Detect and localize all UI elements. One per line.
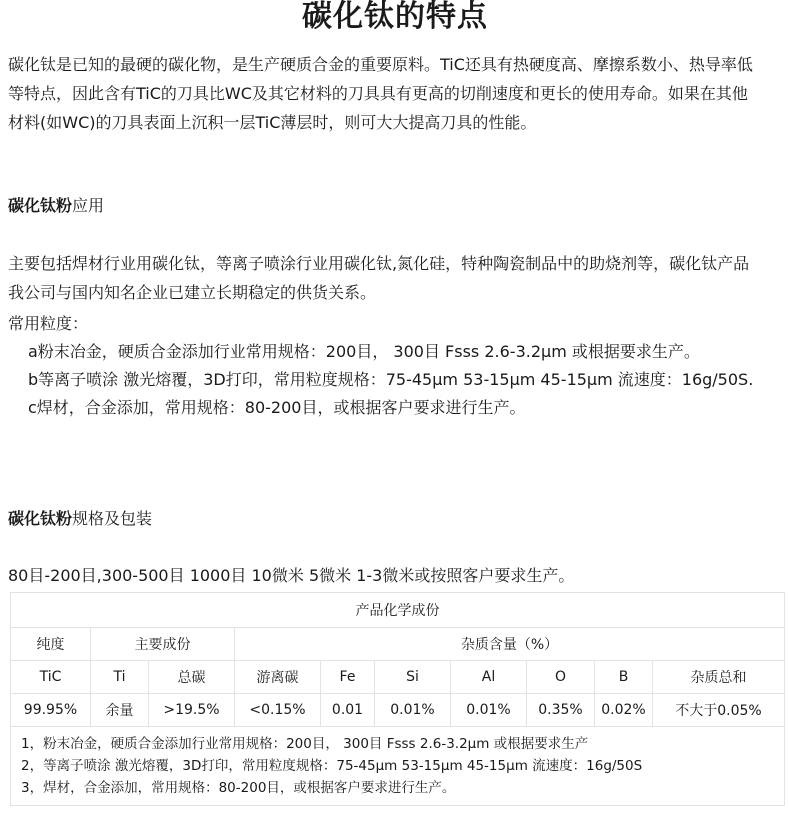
table-cell: 0.02%	[595, 694, 653, 727]
table-cell: 0.01%	[375, 694, 451, 727]
table-cell: <0.15%	[235, 694, 321, 727]
column-header: 杂质总和	[653, 661, 785, 694]
spec-heading-rest: 规格及包装	[72, 509, 153, 528]
granularity-item: b等离子喷涂 激光熔覆，3D打印，常用粒度规格：75-45μm 53-15μm 45-15μm 流速度：16g/50S.	[28, 370, 754, 389]
table-note: 2，等离子喷涂 激光熔覆，3D打印，常用粒度规格：75-45μm 53-15μm 45-15μm 流速度：16g/50S	[21, 758, 643, 774]
spec-heading-bold: 碳化钛粉	[8, 509, 73, 528]
table-row	[11, 694, 785, 727]
page-title: 碳化钛的特点	[302, 0, 488, 34]
column-header: B	[595, 661, 653, 694]
table-note: 3，焊材，合金添加，常用规格：80-200目，或根据客户要求进行生产。	[21, 780, 456, 796]
intro-line: 碳化钛是已知的最硬的碳化物，是生产硬质合金的重要原料。TiC还具有热硬度高、摩擦系数小、热导率低	[8, 55, 753, 74]
application-heading	[8, 195, 104, 217]
table-notes	[11, 727, 785, 806]
group-header-main: 主要成份	[91, 628, 235, 661]
application-heading-rest: 应用	[72, 196, 105, 215]
column-header: Si	[375, 661, 451, 694]
intro-paragraph	[8, 50, 784, 137]
table-cell: 不大于0.05%	[653, 694, 785, 727]
table-caption: 产品化学成份	[11, 593, 785, 628]
column-header: Al	[451, 661, 527, 694]
table-cell: 0.01%	[451, 694, 527, 727]
table-cell: 0.35%	[527, 694, 595, 727]
column-header: Fe	[321, 661, 375, 694]
table-cell: >19.5%	[149, 694, 235, 727]
group-header-impurity: 杂质含量（%）	[235, 628, 785, 661]
application-line: 主要包括焊材行业用碳化钛，等离子喷涂行业用碳化钛,氮化硅，特种陶瓷制品中的助烧剂等，碳化钛产品	[8, 254, 750, 273]
table-cell: 0.01	[321, 694, 375, 727]
column-header: Ti	[91, 661, 149, 694]
table-note: 1，粉末冶金，硬质合金添加行业常用规格：200目， 300目 Fsss 2.6-3.2μm 或根据要求生产	[21, 736, 589, 752]
table-cell: 99.95%	[11, 694, 91, 727]
table-cell: 余量	[91, 694, 149, 727]
granularity-item: a粉末冶金，硬质合金添加行业常用规格：200目， 300目 Fsss 2.6-3.2μm 或根据要求生产。	[28, 342, 700, 361]
application-heading-bold: 碳化钛粉	[8, 196, 73, 215]
column-header: 总碳	[149, 661, 235, 694]
table-header-row	[11, 661, 785, 694]
column-header: O	[527, 661, 595, 694]
intro-line: 材料(如WC)的刀具表面上沉积一层TiC薄层时，则可大大提高刀具的性能。	[8, 113, 537, 132]
spec-sizes: 80目-200目,300-500目 1000目 10微米 5微米 1-3微米或按照客户要求生产。	[8, 566, 575, 585]
spec-heading	[8, 508, 152, 530]
column-header: 游离碳	[235, 661, 321, 694]
chemical-composition-table	[10, 592, 785, 806]
application-paragraph	[8, 249, 784, 307]
group-header-purity: 纯度	[11, 628, 91, 661]
application-line: 我公司与国内知名企业已建立长期稳定的供货关系。	[8, 283, 377, 302]
intro-line: 等特点，因此含有TiC的刀具比WC及其它材料的刀具具有更高的切削速度和更长的使用寿命。如果在其他	[8, 84, 748, 103]
column-header: TiC	[11, 661, 91, 694]
granularity-label: 常用粒度：	[8, 314, 89, 333]
granularity-item: c焊材，合金添加，常用规格：80-200目，或根据客户要求进行生产。	[28, 398, 526, 417]
